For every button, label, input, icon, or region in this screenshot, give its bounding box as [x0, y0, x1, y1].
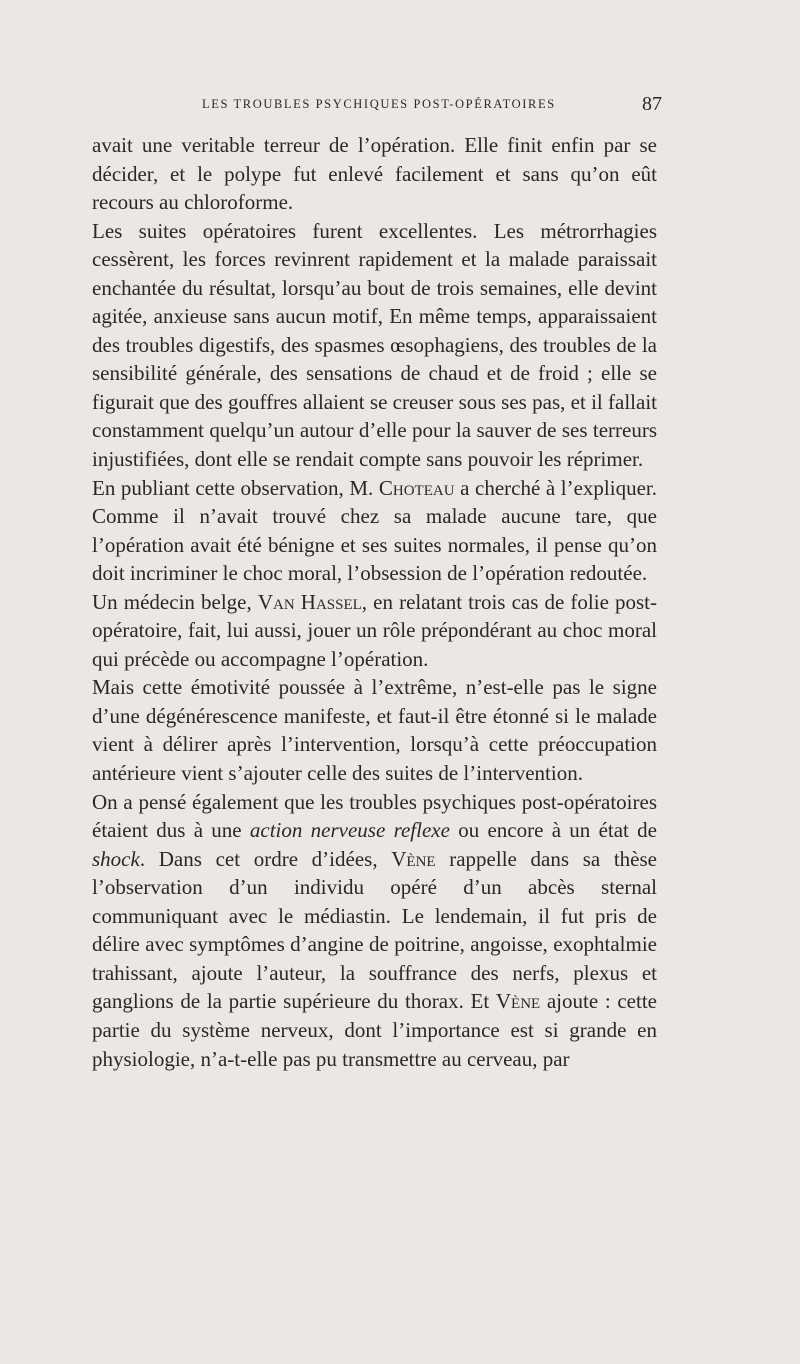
paragraph [92, 474, 657, 588]
text-run: . Dans cet ordre d’idées, [139, 846, 392, 871]
italic-term: shock [92, 846, 140, 871]
text-run: a cherché à l’expliquer. Comme il n’avait trouvé chez sa malade aucune tare, que l’opération avait été bénigne et ses suites normales, il pense qu’on doit incriminer le choc moral, l’obsession de l’opération redoutée. [92, 475, 658, 586]
italic-term: action nerveuse reflexe [249, 818, 450, 843]
text-run: avait une veritable terreur de l’opération. Elle finit enfin par se décider, et le polype fut enlevé facilement et sans qu’on eût recours au chloroforme. [92, 133, 657, 215]
text-run: Mais cette émotivité poussée à l’extrême, n’est-elle pas le signe d’une dégénérescence manifeste, et faut-il être étonné si le malade vient à délirer après l’intervention, lorsqu’à cette préoccupation antérieure vient s’ajouter celle des suites de l’intervention. [92, 675, 657, 786]
text-run: Un médecin belge, [92, 589, 258, 614]
page-number: 87 [642, 93, 662, 115]
text-run: ou encore à un état de [449, 818, 657, 843]
text-run: Les suites opératoires furent excellentes. Les métrorrhagies cessèrent, les forces revinrent rapidement et la malade paraissait enchantée du résultat, lorsqu’au bout de trois semaines, elle devint agitée, anxieuse sans aucun motif, En même temps, apparaissaient des troubles digestifs, des spasmes œsophagiens, des troubles de la sensibilité générale, des sensations de chaud et de froid ; elle se figurait que des gouffres allaient se creuser sous ses pas, et il fallait constamment quelqu’un autour d’elle pour la sauver de ses terreurs injustifiées, dont elle se rendait compte sans pouvoir les réprimer. [92, 218, 657, 472]
paragraph [92, 788, 657, 1073]
running-head [92, 93, 662, 119]
text-run: rappelle dans sa thèse l’observation d’un individu opéré d’un abcès sternal communiquant avec le médiastin. Le lendemain, il fut pris de délire avec symptômes d’angine de poitrine, angoisse, exophtalmie trahissant, ajoute l’auteur, la souffrance des nerfs, plexus et ganglions de la partie supérieure du thorax. Et [92, 846, 657, 1014]
text-run: , en relatant trois cas de folie post-opératoire, fait, lui aussi, jouer un rôle prépondérant au choc moral qui précède ou accompagne l’opération. [92, 589, 658, 671]
author-name: Vène [495, 989, 541, 1014]
paragraph [92, 217, 657, 474]
text-run: On a pensé également que les troubles psychiques post-opératoires étaient dus à une [92, 789, 657, 843]
author-name: Choteau [378, 475, 455, 500]
author-name: Vène [391, 846, 436, 871]
author-name: Van Hassel [257, 589, 362, 614]
text-run: En publiant cette observation, M. [92, 475, 379, 500]
paragraph [92, 673, 657, 787]
paragraph [92, 588, 657, 674]
text-run: ajoute : cette partie du système nerveux, dont l’importance est si grande en physiologie, n’a-t-elle pas pu transmettre au cerveau, par [92, 989, 657, 1071]
body-text [92, 131, 657, 1073]
running-title: LES TROUBLES PSYCHIQUES POST-OPÉRATOIRES [202, 97, 556, 111]
paragraph [92, 131, 657, 217]
